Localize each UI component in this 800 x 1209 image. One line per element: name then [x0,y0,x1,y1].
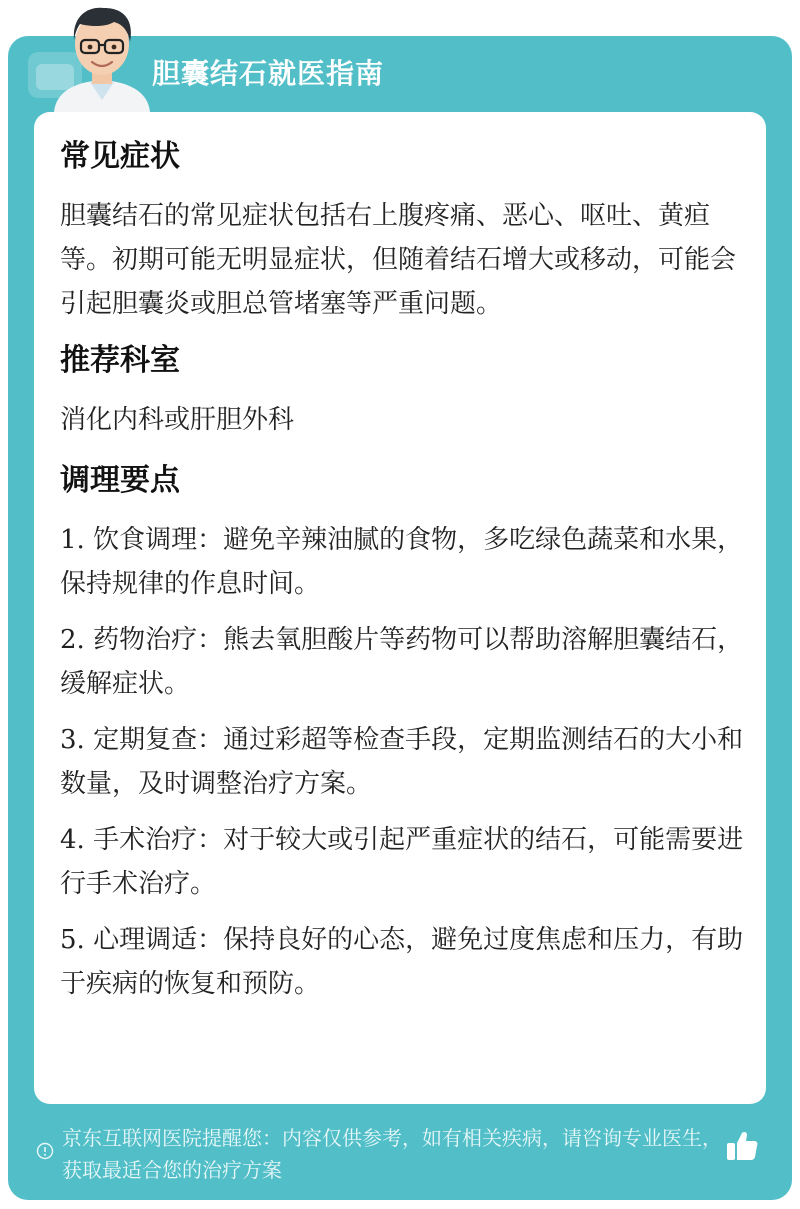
list-item: 1. 饮食调理：避免辛辣油腻的食物，多吃绿色蔬菜和水果，保持规律的作息时间。 [60,525,744,599]
list-item: 3. 定期复查：通过彩超等检查手段，定期监测结石的大小和数量，及时调整治疗方案。 [60,725,744,799]
list-item: 5. 心理调适：保持良好的心态，避免过度焦虑和压力，有助于疾病的恢复和预防。 [60,925,744,999]
department-heading: 推荐科室 [60,343,180,378]
symptoms-text: 胆囊结石的常见症状包括右上腹疼痛、恶心、呕吐、黄疸等。初期可能无明显症状，但随着结石增大或移动，可能会引起胆囊炎或胆总管堵塞等严重问题。 [60,201,737,319]
symptoms-heading: 常见症状 [60,139,180,174]
content-panel [34,112,766,1104]
list-item: 2. 药物治疗：熊去氧胆酸片等药物可以帮助溶解胆囊结石，缓解症状。 [60,625,744,699]
disclaimer-text: 京东互联网医院提醒您：内容仅供参考，如有相关疾病，请咨询专业医生，获取最适合您的治疗方案 [62,1126,722,1182]
department-text: 消化内科或肝胆外科 [60,405,295,435]
list-item: 4. 手术治疗：对于较大或引起严重症状的结石，可能需要进行手术治疗。 [60,825,744,899]
care-heading: 调理要点 [60,463,180,498]
care-list [60,518,744,1006]
thumbs-up-icon[interactable] [724,1128,760,1164]
info-icon [36,1142,54,1160]
page-title: 胆囊结石就医指南 [152,57,385,90]
doctor-avatar-icon [44,0,160,112]
